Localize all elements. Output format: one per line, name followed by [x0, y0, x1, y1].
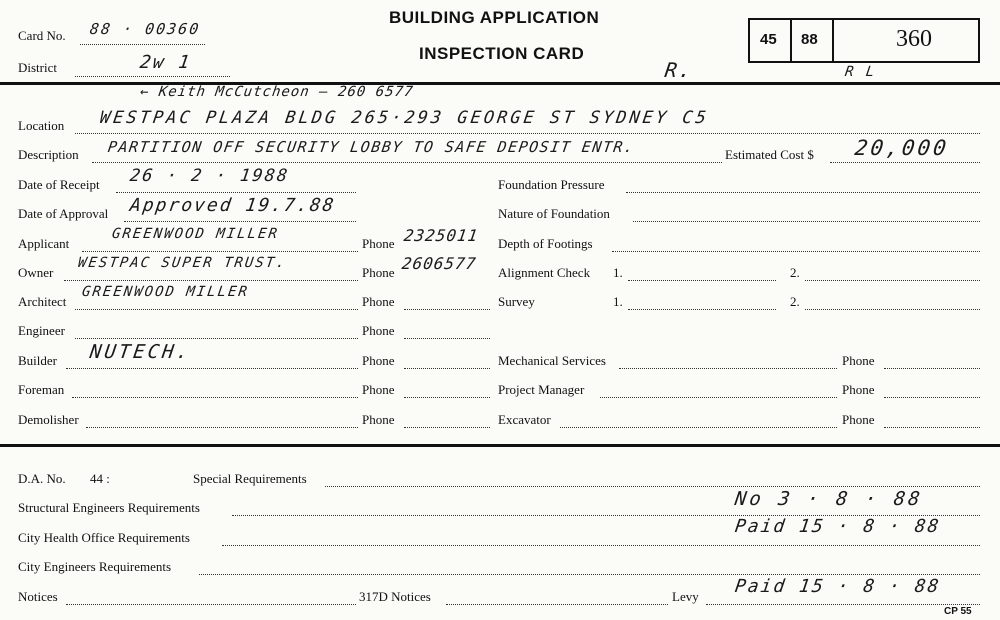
foreman-label: Foreman [18, 382, 65, 397]
contact-note: ← Keith McCutcheon – 260 6577 [138, 84, 415, 100]
section-divider [0, 444, 1000, 447]
description-line [92, 162, 722, 163]
survey-one-line [628, 309, 776, 310]
depth-footings-line [612, 251, 980, 252]
levy-value: Paid 15 · 8 · 88 [733, 576, 942, 597]
da-label: D.A. No. [18, 471, 66, 486]
structural-value: No 3 · 8 · 88 [733, 488, 925, 510]
card-title-line1: BUILDING APPLICATION [389, 8, 600, 27]
builder-phone-line [404, 368, 490, 369]
card-box-cell2: 88 [801, 31, 818, 48]
project-manager-phone-line [884, 397, 980, 398]
foundation-pressure-label: Foundation Pressure [498, 177, 605, 192]
owner-phone-label: Phone [362, 265, 395, 280]
mark-r: R. [663, 58, 695, 82]
foreman-phone-line [404, 397, 490, 398]
estimated-cost-line [830, 162, 980, 163]
foreman-phone-label: Phone [362, 382, 395, 397]
project-manager-phone-label: Phone [842, 382, 875, 397]
owner-phone-value: 2606577 [400, 254, 478, 273]
excavator-phone-line [884, 427, 980, 428]
alignment-two-label: 2. [790, 265, 800, 280]
alignment-one-line [628, 280, 776, 281]
mark-rl: R L [843, 64, 878, 80]
card-box-cell3: 360 [896, 26, 932, 52]
notices-317-line [446, 604, 668, 605]
estimated-cost-value: 20,000 [853, 136, 951, 160]
form-code: CP 55 [944, 606, 972, 617]
structural-label: Structural Engineers Requirements [18, 500, 200, 515]
card-box-cell1: 45 [760, 31, 777, 48]
excavator-label: Excavator [498, 412, 551, 427]
special-requirements-label: Special Requirements [193, 471, 307, 486]
engineer-phone-label: Phone [362, 323, 395, 338]
survey-label: Survey [498, 294, 535, 309]
demolisher-phone-label: Phone [362, 412, 395, 427]
city-engineers-line [199, 574, 980, 575]
location-value: WESTPAC PLAZA BLDG 265·293 GEORGE ST SYDNEY C5 [98, 108, 711, 128]
survey-two-label: 2. [790, 294, 800, 309]
date-approval-line [124, 221, 356, 222]
engineer-phone-line [404, 338, 490, 339]
location-label: Location [18, 118, 65, 133]
health-line [222, 545, 980, 546]
date-receipt-line [116, 192, 356, 193]
district-value: 2w 1 [138, 52, 193, 73]
date-approval-label: Date of Approval [18, 206, 109, 221]
description-label: Description [18, 147, 79, 162]
special-requirements-line [325, 486, 980, 487]
project-manager-line [600, 397, 837, 398]
card-no-label: Card No. [18, 28, 66, 43]
owner-line [64, 280, 358, 281]
levy-label: Levy [672, 589, 699, 604]
builder-line [66, 368, 358, 369]
notices-label: Notices [18, 589, 58, 604]
builder-phone-label: Phone [362, 353, 395, 368]
engineer-line [75, 338, 358, 339]
card-no-line [80, 44, 205, 45]
location-line [75, 133, 980, 134]
city-engineers-label: City Engineers Requirements [18, 559, 172, 574]
health-value: Paid 15 · 8 · 88 [733, 516, 942, 537]
mech-services-label: Mechanical Services [498, 353, 606, 368]
card-number-box [748, 18, 980, 63]
survey-one-label: 1. [613, 294, 623, 309]
builder-value: NUTECH. [88, 341, 193, 363]
district-label: District [18, 60, 57, 75]
mech-services-line [619, 368, 837, 369]
survey-two-line [805, 309, 980, 310]
builder-label: Builder [18, 353, 57, 368]
excavator-phone-label: Phone [842, 412, 875, 427]
architect-phone-line [404, 309, 490, 310]
date-approval-value: Approved 19.7.88 [128, 195, 337, 216]
depth-footings-label: Depth of Footings [498, 236, 593, 251]
card-no-value: 88 · 00360 [88, 20, 202, 38]
date-receipt-value: 26 · 2 · 1988 [128, 166, 291, 186]
notices-317-label: 317D Notices [359, 589, 431, 604]
nature-foundation-label: Nature of Foundation [498, 206, 610, 221]
owner-value: WESTPAC SUPER TRUST. [76, 255, 288, 271]
alignment-check-label: Alignment Check [498, 265, 591, 280]
mech-phone-line [884, 368, 980, 369]
notices-line [66, 604, 356, 605]
architect-phone-label: Phone [362, 294, 395, 309]
estimated-cost-label: Estimated Cost $ [725, 147, 814, 162]
health-label: City Health Office Requirements [18, 530, 190, 545]
owner-label: Owner [18, 265, 54, 280]
demolisher-phone-line [404, 427, 490, 428]
da-value: 44 : [90, 471, 110, 486]
alignment-two-line [805, 280, 980, 281]
mech-phone-label: Phone [842, 353, 875, 368]
excavator-line [560, 427, 837, 428]
foreman-line [72, 397, 358, 398]
foundation-pressure-line [626, 192, 980, 193]
card-title-line2: INSPECTION CARD [419, 44, 585, 63]
demolisher-label: Demolisher [18, 412, 79, 427]
description-value: PARTITION OFF SECURITY LOBBY TO SAFE DEPOSIT ENTR. [106, 138, 636, 156]
date-receipt-label: Date of Receipt [18, 177, 100, 192]
alignment-one-label: 1. [613, 265, 623, 280]
nature-foundation-line [633, 221, 980, 222]
applicant-phone-label: Phone [362, 236, 395, 251]
levy-line [706, 604, 980, 605]
applicant-label: Applicant [18, 236, 70, 251]
applicant-phone-value: 2325011 [402, 226, 480, 245]
architect-label: Architect [18, 294, 67, 309]
architect-value: GREENWOOD MILLER [80, 284, 250, 300]
applicant-value: GREENWOOD MILLER [110, 226, 280, 242]
engineer-label: Engineer [18, 323, 65, 338]
applicant-line [82, 251, 358, 252]
project-manager-label: Project Manager [498, 382, 585, 397]
demolisher-line [86, 427, 358, 428]
district-line [75, 76, 230, 77]
architect-line [75, 309, 358, 310]
